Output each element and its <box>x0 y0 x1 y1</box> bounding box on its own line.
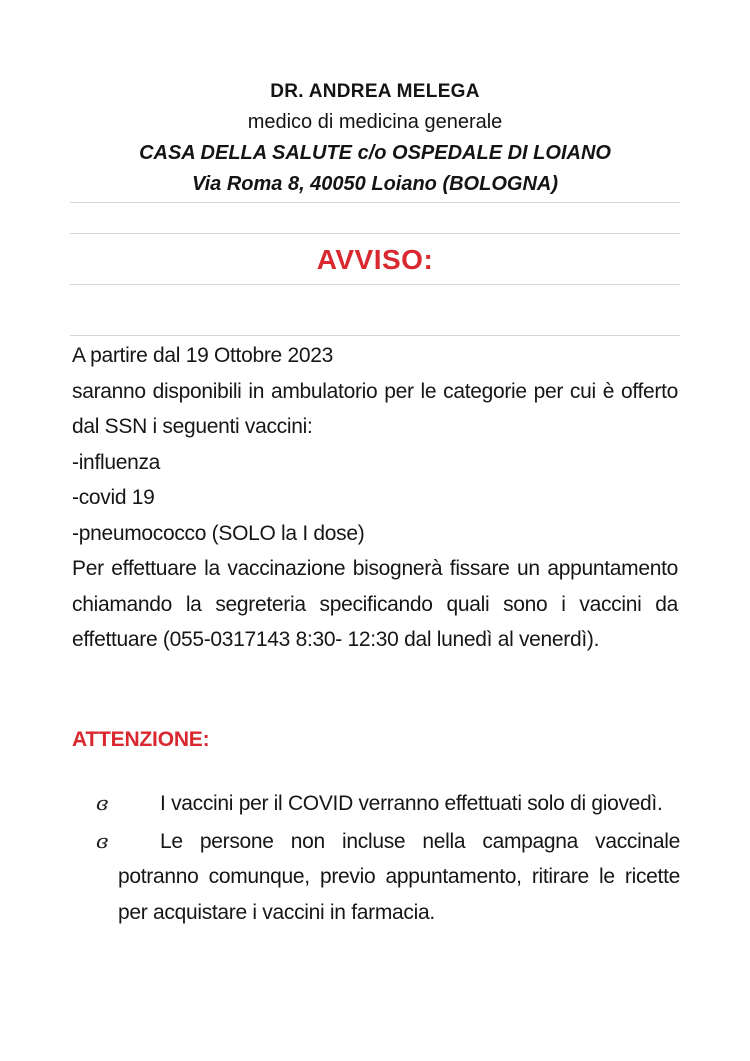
ornament-bullet-icon: ɞ <box>96 791 108 815</box>
list-item <box>96 824 680 931</box>
divider-line <box>70 335 680 336</box>
vaccine-item: -pneumococco (SOLO la I dose) <box>72 521 365 545</box>
divider-line <box>70 202 680 203</box>
clinic-address: Via Roma 8, 40050 Loiano (BOLOGNA) <box>191 173 558 195</box>
doctor-role: medico di medicina generale <box>247 111 503 133</box>
letterhead <box>0 76 750 200</box>
availability-text: saranno disponibili in ambulatorio per le categorie per cui è offerto dal SSN i seguenti vaccini: <box>72 379 678 438</box>
bullet-text: Le persone non incluse nella campagna vaccinale potranno comunque, previo appuntamento, ritirare le ricette per acquistare i vaccini in farmacia. <box>118 829 680 924</box>
ornament-bullet-icon: ɞ <box>96 828 108 853</box>
clinic-location: CASA DELLA SALUTE c/o OSPEDALE DI LOIANO <box>139 142 611 164</box>
doctor-name: DR. ANDREA MELEGA <box>270 81 480 102</box>
start-date-line: A partire dal 19 Ottobre 2023 <box>72 344 333 367</box>
attention-list <box>96 786 680 930</box>
notice-title: AVVISO: <box>316 244 434 275</box>
booking-instructions: Per effettuare la vaccinazione bisognerà fissare un appuntamento chiamando la segreteria specificando quali sono i vaccini da effettuare (055-0317143 8:30- 12:30 dal lunedì al venerdì). <box>72 557 678 651</box>
list-item <box>96 786 680 822</box>
vaccine-item: -covid 19 <box>72 486 155 509</box>
notice-body <box>72 338 678 658</box>
divider-line <box>70 284 680 285</box>
bullet-text: I vaccini per il COVID verranno effettuati solo di giovedì. <box>160 792 663 815</box>
attention-title: ATTENZIONE: <box>72 728 210 751</box>
vaccine-item: -influenza <box>72 450 161 474</box>
divider-line <box>70 233 680 234</box>
